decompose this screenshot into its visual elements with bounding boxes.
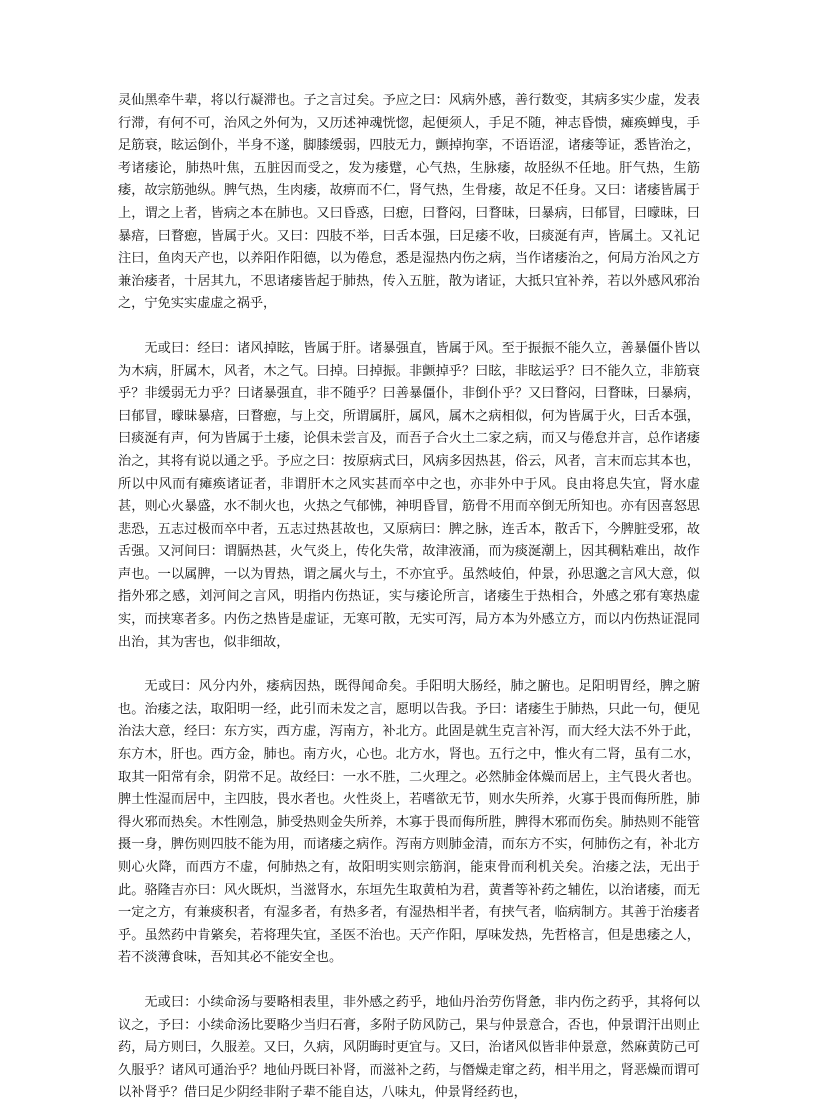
paragraph-3: 无或曰：风分内外，痿病因热，既得闻命矣。手阳明大肠经，肺之腑也。足阳明胃经，脾之腑也。治痿之法，取阳明一经，此引而未发之言，愿明以告我。予曰：诸痿生于肺热，只此一句，便见治法大意，经曰：东方实，西方虚，泻南方，补北方。此固是就生克言补泻，而大经大法不外于此，东方木，肝也。西方金，肺也。南方火，心也。北方水，肾也。五行之中，惟火有二肾，虽有二水，取其一阳常有余，阴常不足。故经曰：一水不胜，二火理之。必然肺金体燥而居上，主气畏火者也。脾土性湿而居中，主四肢，畏水者也。火性炎上，若嗜欲无节，则水失所养，火寡于畏而侮所胜，肺得火邪而热矣。木性刚急，肺受热则金失所养，木寡于畏而侮所胜，脾得木邪而伤矣。肺热则不能管摄一身，脾伤则四肢不能为用，而诸痿之病作。泻南方则肺金清，而东方不实，何肺伤之有，补北方则心火降，而西方不虚，何肺热之有，故阳明实则宗筋润，能束骨而利机关矣。治痿之法，无出于此。骆隆吉亦曰：风火既炽，当滋肾水，东垣先生取黄柏为君，黄耆等补药之辅佐，以治诸痿，而无一定之方，有兼痰积者，有湿多者，有热多者，有湿热相半者，有挟气者，临病制方。其善于治痿者乎。虽然药中肯綮矣，若将理失宜，圣医不治也。天产作阳，厚味发热，先哲格言，但是患痿之人，若不淡薄食味，吾知其必不能安全也。 <box>118 679 700 966</box>
paragraph-2: 无或曰：经曰：诸风掉眩，皆属于肝。诸暴强直，皆属于风。至于振振不能久立，善暴僵仆皆以为木病，肝属木，风者，木之气。曰掉。曰掉振。非颤掉乎？曰眩，非眩运乎？曰不能久立，非筋衰乎？非缓弱无力乎？曰诸暴强直，非不随乎？曰善暴僵仆，非倒仆乎？又曰瞀闷，曰瞀昧，曰暴病，曰郁冒，曚昧暴瘖，曰瞀瘛，与上交，所谓属肝，属风，属木之病相似，何为皆属于火，曰舌本强，曰痰涎有声，何为皆属于土痿，论俱未尝言及，而吾子合火土二家之病，而又与倦怠并言，总作诸痿治之，其将有说以通之乎。予应之曰：按原病式曰，风病多因热甚，俗云，风者，言末而忘其本也，所以中风而有瘫痪诸证者，非谓肝木之风实甚而卒中之也，亦非外中于风。良由将息失宜，肾水虚甚，则心火暴盛，水不制火也，火热之气郁怫，神明昏冒，筋骨不用而卒倒无所知也。亦有因喜怒思悲恐，五志过极而卒中者，五志过热甚故也，又原病曰：脾之脉，连舌本，散舌下，今脾脏受邪，故舌强。又河间曰：谓膈热甚，火气炎上，传化失常，故津液涌，而为痰涎潮上，因其稠粘难出，故作声也。一以属脾，一以为胃热，谓之属火与土，不亦宜乎。虽然岐伯，仲景，孙思邈之言风大意，似指外邪之感，刘河间之言风，明指内伤热证，实与痿论所言，诸痿生于热相合，外感之邪有寒热虚实，而挟寒者多。内伤之热皆是虚证，无寒可散，无实可泻，局方本为外感立方，而以内伤热证混同出治，其为害也，似非细故， <box>118 340 700 650</box>
paragraph-1: 灵仙黑牵牛辈，将以行凝滞也。子之言过矣。予应之曰：风病外感，善行数变，其病多实少虚，发表行滞，有何不可，治风之外何为，又历述神魂恍惚，起便须人，手足不随，神志昏愦，瘫痪蝉曳，手足筋衰，眩运倒仆，半身不遂，脚膝缓弱，四肢无力，颤掉拘挛，不语语涩，诸痿等证，悉皆治之，考诸痿论，肺热叶焦，五脏因而受之，发为痿躄，心气热，生脉痿，故胫纵不任地。肝气热，生筋痿，故宗筋弛纵。脾气热，生肉痿，故痹而不仁，肾气热，生骨痿，故足不任身。又曰：诸痿皆属于上，谓之上者，皆病之本在肺也。又曰昏惑，曰瘛，曰瞀闷，曰瞀昧，曰暴病，曰郁冒，曰曚昧，曰暴瘖，曰瞀瘛，皆属于火。又曰：四肢不举，曰舌本强，曰足痿不收，曰痰涎有声，皆属土。又礼记注曰，鱼肉天产也，以养阳作阳德，以为倦怠，悉是湿热内伤之病，当作诸痿治之，何局方治风之方兼治痿者，十居其九，不思诸痿皆起于肺热，传入五脏，散为诸证，大抵只宜补养，若以外感风邪治之，宁免实实虚虚之祸乎， <box>118 93 700 312</box>
paragraph-4: 无或曰：小续命汤与要略相表里，非外感之药乎，地仙丹治劳伤肾惫，非内伤之药乎，其将何以议之，予曰：小续命汤比要略少当归石膏，多附子防风防己，果与仲景意合，否也，仲景谓汗出则止药，局方则曰，久服差。又曰，久病，风阴晦时更宜与。又曰，治诸风似皆非仲景意，然麻黄防己可久服乎？诸风可通治乎？地仙丹既曰补肾，而滋补之药，与僭燥走窜之药，相半用之，肾恶燥而谓可以补肾乎？借曰足少阴经非附子辈不能自达，八味丸，仲景肾经药也， <box>118 994 700 1101</box>
text-column <box>118 90 700 1105</box>
